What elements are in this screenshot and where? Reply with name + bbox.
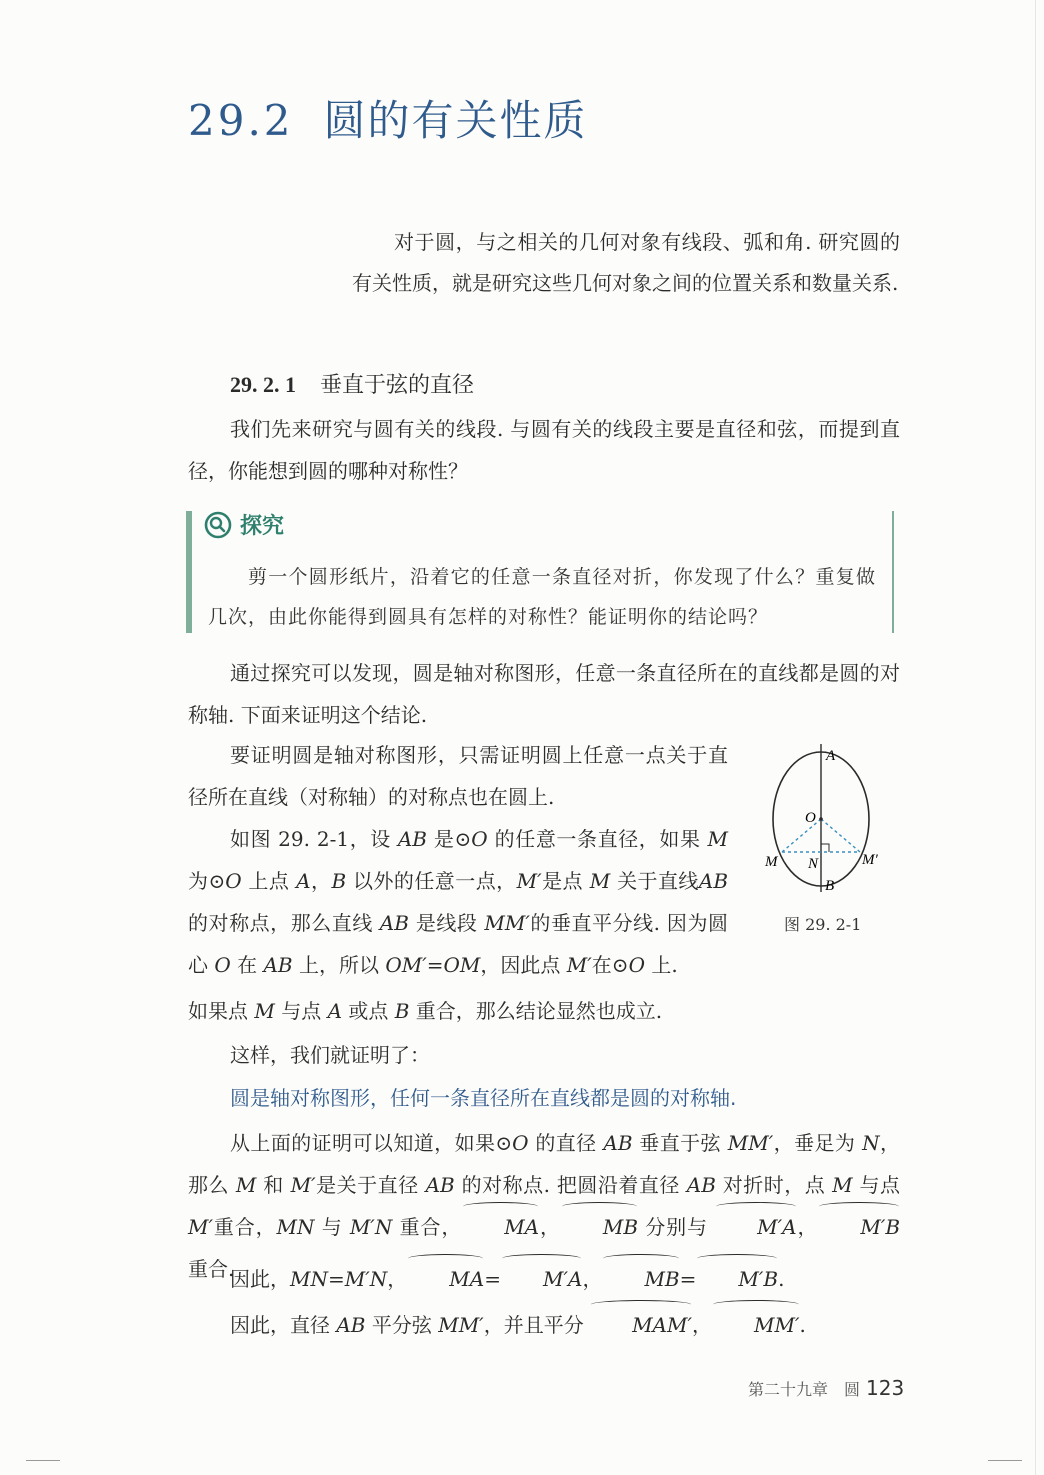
paragraph-perpendicular: 从上面的证明可以知道，如果⊙O 的直径 AB 垂直于弦 MM′，垂足为 N，那么 M 和 M′是关于直径 AB 的对称点. 把圆沿着直径 AB 对折时，点 M 与点 M′重合，MN 与 M′N 重合， MA， MB 分别与 M′A， M′B 重合. (188, 1131, 901, 1281)
paragraph-proof-goal: 要证明圆是轴对称图形，只需证明圆上任意一点关于直径所在直线（对称轴）的对称点也在圆上. (188, 743, 728, 809)
crop-mark-left (26, 1460, 60, 1461)
label-A: A (826, 748, 836, 764)
explore-text: 剪一个圆形纸片，沿着它的任意一条直径对折，你发现了什么？重复做几次，由此你能得到圆具有怎样的对称性？能证明你的结论吗？ (208, 566, 876, 628)
paragraph-coincide: 如果点 M 与点 A 或点 B 重合，那么结论显然也成立. (188, 999, 663, 1023)
paragraph-proof: 如图 29. 2-1，设 AB 是⊙O 的任意一条直径，如果 M为⊙O 上点 A，B 以外的任意一点，M′是点 M 关于直线AB 的对称点，那么直线 AB 是线段 MM′的垂直平分线. 因为圆心 O 在 AB 上，所以 OM′=OM，因此点 M′在⊙O 上. (188, 827, 729, 977)
figure-diagram (762, 742, 902, 912)
paragraph-thus: 这样，我们就证明了： (230, 1043, 430, 1067)
page-number: 123 (866, 1376, 905, 1400)
label-M-prime: M′ (862, 852, 878, 868)
section-title-number: 29.2 (188, 96, 294, 145)
explore-bar-left (186, 511, 192, 633)
label-N: N (808, 856, 819, 872)
subsection-title: 垂直于弦的直径 (320, 373, 475, 398)
paragraph-segments: 我们先来研究与圆有关的线段. 与圆有关的线段主要是直径和弦，而提到直径，你能想到圆的哪种对称性？ (188, 417, 900, 483)
page-footer (748, 1376, 904, 1400)
section-title-text: 圆的有关性质 (323, 96, 588, 145)
subsection-heading (230, 368, 474, 399)
section-title (188, 88, 588, 148)
figure-caption: 图 29. 2-1 (784, 915, 862, 934)
subsection-number: 29. 2. 1 (230, 372, 296, 397)
explore-label: 探究 (240, 514, 285, 539)
figure-circle-diameter (762, 742, 902, 922)
label-O: O (805, 810, 816, 826)
crop-mark-right (988, 1460, 1022, 1461)
footer-chapter: 第二十九章 圆 (748, 1380, 861, 1399)
paragraph-conclusion: 因此，直径 AB 平分弦 MM′，并且平分 MAM′， MM′. (188, 1304, 900, 1346)
page-edge-line (1035, 0, 1036, 1475)
explore-icon (204, 511, 232, 539)
explore-bar-right (892, 511, 894, 633)
theorem-statement: 圆是轴对称图形，任何一条直径所在直线都是圆的对称轴. (230, 1086, 737, 1110)
explore-box (186, 505, 894, 633)
paragraph-equalities: 因此，MN=M′N， MA= M′A， MB= M′B. (188, 1258, 900, 1300)
intro-paragraph: 对于圆，与之相关的几何对象有线段、弧和角. 研究圆的有关性质，就是研究这些几何对象之间的位置关系和数量关系. (352, 230, 900, 295)
label-B: B (825, 878, 835, 894)
paragraph-symmetry: 通过探究可以发现，圆是轴对称图形，任意一条直径所在的直线都是圆的对称轴. 下面来证明这个结论. (188, 661, 900, 727)
label-M: M (765, 854, 778, 870)
